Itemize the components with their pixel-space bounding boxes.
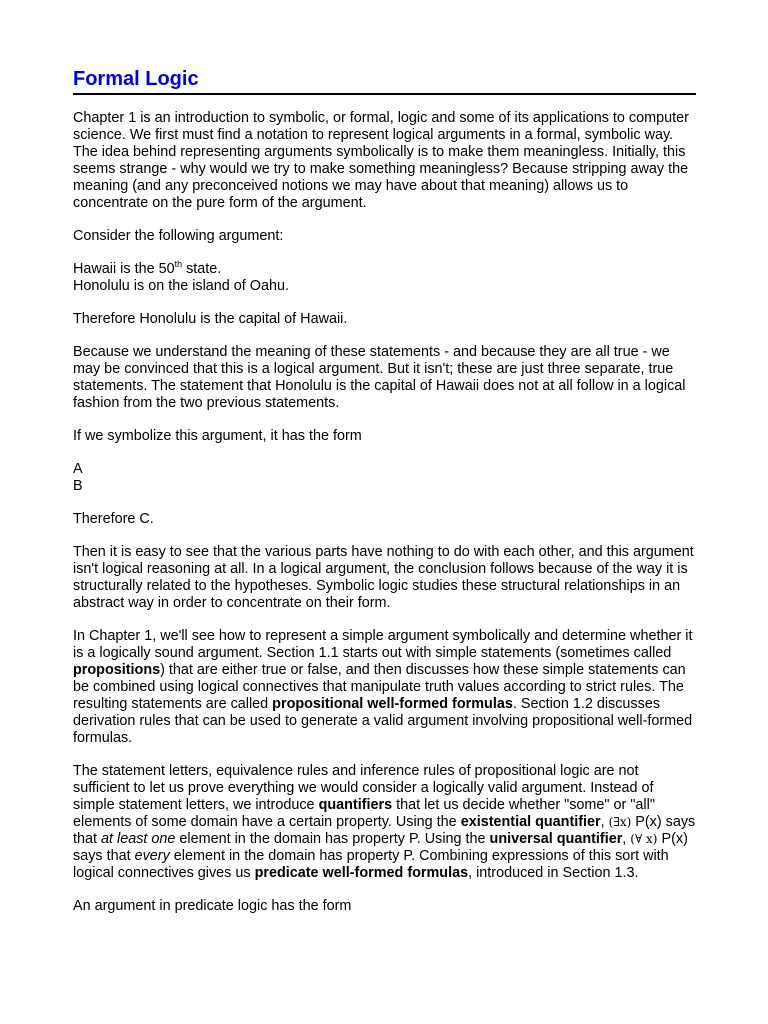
term-propositional-wff: propositional well-formed formulas [272, 696, 513, 712]
quantifier-text-1: The statement letters, equivalence rules and inference rules of propositional logic are not sufficient to let us prove everything we would consider a logically valid argument. Instead of simple statement letters, we introduce [73, 763, 654, 813]
premise-hawaii [73, 261, 696, 278]
letter-a: A [73, 461, 83, 477]
term-existential-quantifier: existential quantifier [460, 814, 601, 830]
term-every: every [134, 848, 170, 864]
superscript-th: th [174, 259, 183, 270]
term-predicate-wff: predicate well-formed formulas [254, 865, 469, 881]
hawaii-premises [73, 261, 696, 295]
quantifier-text-4: element in the domain has property P. Using the [175, 831, 490, 847]
quantifier-text-2: that let us decide whether "some" or "all" elements of some domain have a certain property. Using the [73, 797, 655, 830]
predicate-form-paragraph: An argument in predicate logic has the form [73, 898, 352, 914]
quantifier-comma-2: , [622, 831, 631, 847]
symbolize-paragraph: If we symbolize this argument, it has the form [73, 428, 362, 444]
chapter-overview-paragraph [73, 628, 696, 747]
conclusion-honolulu: Therefore Honolulu is the capital of Hawaii. [73, 311, 348, 327]
overview-text-1: In Chapter 1, we'll see how to represent a simple argument symbolically and determine whether it is a logically sound argument. Section 1.1 starts out with simple statements (sometimes called [73, 628, 693, 661]
quantifier-text-5: P(x) says that [73, 831, 688, 864]
overview-text-3: . Section 1.2 discusses derivation rules that can be used to generate a valid argument involving propositional well-formed formulas. [73, 696, 693, 746]
premise-hawaii-end: state. [182, 261, 222, 277]
term-at-least-one: at least one [101, 831, 176, 847]
intro-paragraph: Chapter 1 is an introduction to symbolic, or formal, logic and some of its applications to computer science. We first must find a notation to represent logical arguments in a formal, symbolic way. The idea behind representing arguments symbolically is to make them meaningless. Initially, this seems strange - why would we try to make something meaningless? Because stripping away the meaning (and any preconceived notions we may have about that meaning) allows us to concentrate on the pure form of the argument. [73, 110, 689, 211]
quantifier-comma-1: , [600, 814, 609, 830]
existential-symbol: (∃x) [608, 815, 632, 829]
page-title: Formal Logic [73, 68, 199, 90]
overview-text-2: ) that are either true or false, and then discusses how these simple statements can be combined using logical connectives that manipulate truth values according to strict rules. The resulting statements are called [73, 662, 686, 712]
explanation-paragraph: Because we understand the meaning of these statements - and because they are all true - we may be convinced that this is a logical argument. But it isn't; these are just three separate, true statements. The statement that Honolulu is the capital of Hawaii does not at all follow in a logical fashion from the two previous statements. [73, 344, 686, 411]
premise-honolulu: Honolulu is on the island of Oahu. [73, 278, 290, 294]
title-underline [73, 93, 696, 95]
quantifier-text-7: , introduced in Section 1.3. [468, 865, 639, 881]
structure-paragraph: Then it is easy to see that the various parts have nothing to do with each other, and this argument isn't logical reasoning at all. In a logical argument, the conclusion follows because of the way it is structurally related to the hypotheses. Symbolic logic studies these structural relationships in an abstract way in order to concentrate on their form. [73, 544, 694, 611]
term-universal-quantifier: universal quantifier [489, 831, 623, 847]
universal-symbol: (∀ x) [630, 832, 658, 846]
consider-paragraph: Consider the following argument: [73, 228, 284, 244]
quantifier-text-3: P(x) says that [73, 814, 696, 847]
document-page [73, 66, 696, 931]
letter-b: B [73, 478, 83, 494]
quantifier-text-6: element in the domain has property P. Combining expressions of this sort with logical connectives gives us [73, 848, 669, 881]
symbolic-conclusion: Therefore C. [73, 511, 154, 527]
symbolic-premises [73, 461, 696, 495]
term-quantifiers: quantifiers [318, 797, 393, 813]
quantifier-paragraph [73, 763, 696, 882]
term-propositions: propositions [73, 662, 161, 678]
premise-hawaii-text: Hawaii is the 50 [73, 261, 175, 277]
